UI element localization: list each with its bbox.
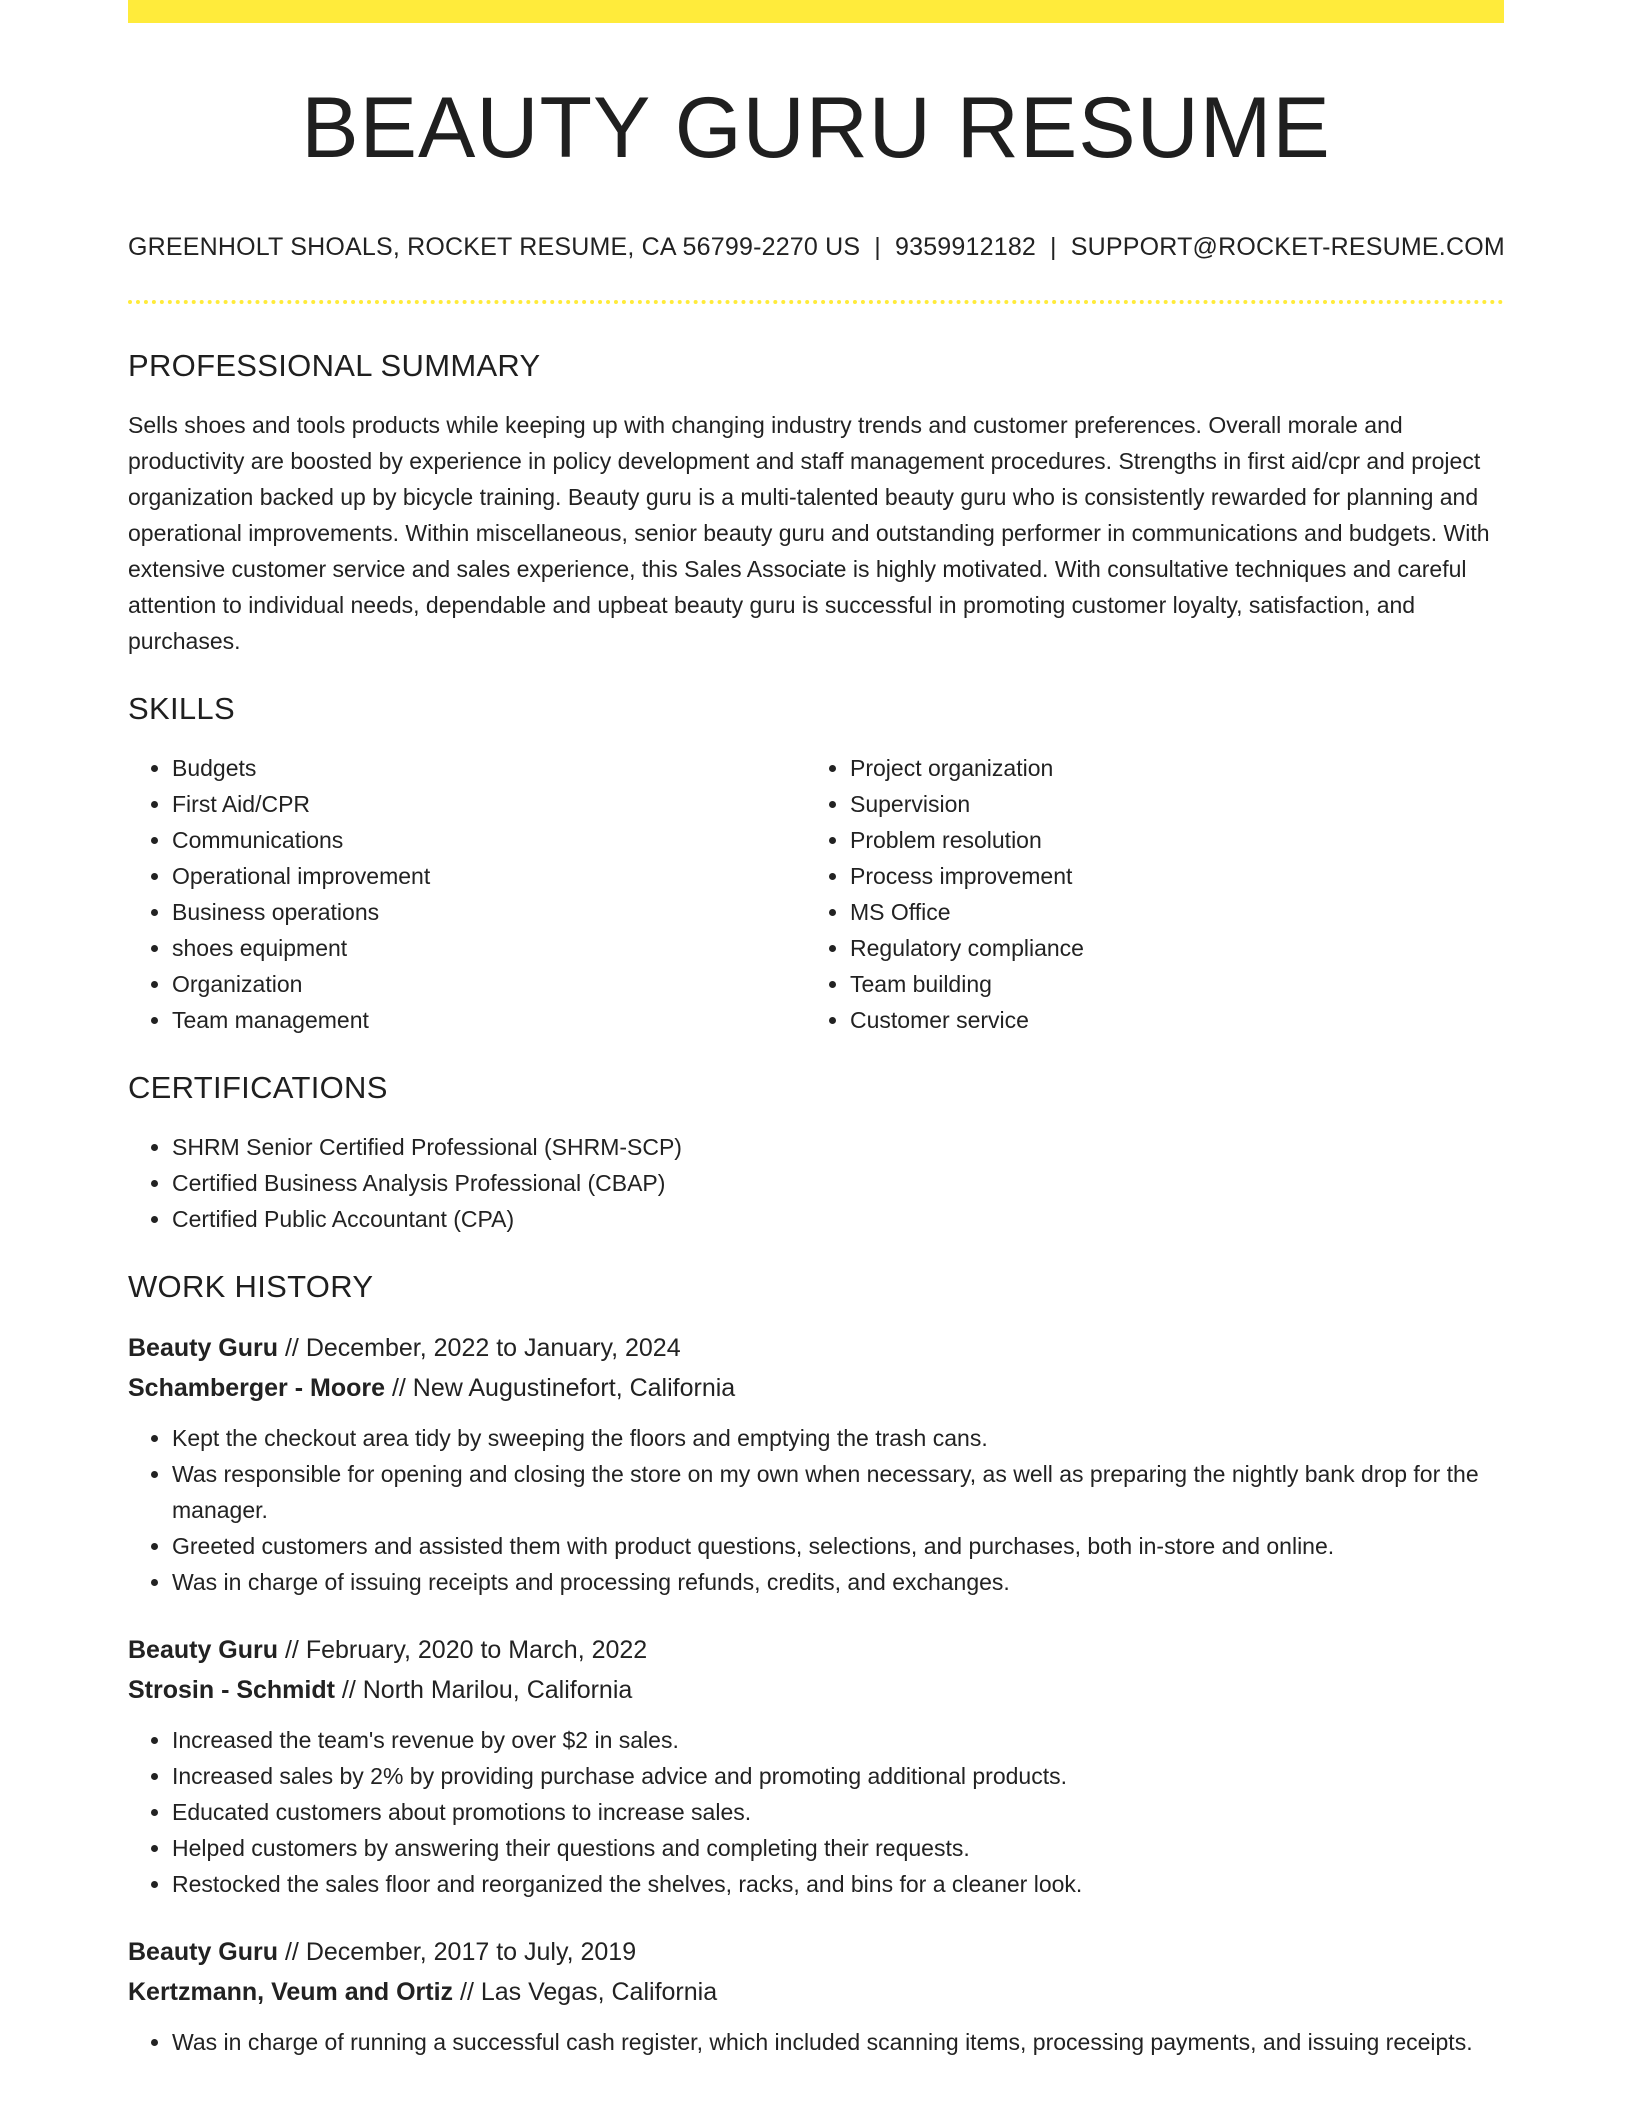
job-dates: // February, 2020 to March, 2022 xyxy=(278,1636,648,1664)
contact-phone: 9359912182 xyxy=(895,233,1037,261)
skills-columns xyxy=(128,750,1504,1038)
job-entry xyxy=(128,1328,1504,1600)
job-duty: • Helped customers by answering their questions and completing their requests. xyxy=(172,1830,1504,1866)
certification-item: • SHRM Senior Certified Professional (SHRM-SCP) xyxy=(172,1129,1504,1165)
skill-item: • Communications xyxy=(172,822,806,858)
certifications-heading: CERTIFICATIONS xyxy=(128,1070,388,1105)
skill-item: • Customer service xyxy=(850,1002,1504,1038)
certification-item: • Certified Public Accountant (CPA) xyxy=(172,1201,1504,1237)
skill-item: • Process improvement xyxy=(850,858,1504,894)
skill-item: • Business operations xyxy=(172,894,806,930)
job-duties xyxy=(128,2024,1504,2060)
summary-heading: PROFESSIONAL SUMMARY xyxy=(128,348,541,383)
accent-top-bar xyxy=(128,0,1504,23)
skill-item: • Supervision xyxy=(850,786,1504,822)
skills-heading: SKILLS xyxy=(128,691,235,726)
job-role: Beauty Guru xyxy=(128,1334,279,1362)
summary-text: Sells shoes and tools products while keeping up with changing industry trends and customer preferences. Overall morale and productivity are boosted by experience in policy development and staff management procedures. Strengths in first aid/cpr and project organization backed up by bicycle training. Beauty guru is a multi-talented beauty guru who is consistently rewarded for planning and operational improvements. Within miscellaneous, senior beauty guru and outstanding performer in communications and budgets. With extensive customer service and sales experience, this Sales Associate is highly motivated. With consultative techniques and careful attention to individual needs, dependable and upbeat beauty guru is successful in promoting customer loyalty, satisfaction, and purchases. xyxy=(128,412,1490,654)
skill-item: • Project organization xyxy=(850,750,1504,786)
dotted-divider xyxy=(128,300,1504,304)
skill-item: • Regulatory compliance xyxy=(850,930,1504,966)
job-role: Beauty Guru xyxy=(128,1636,279,1664)
job-duty: • Greeted customers and assisted them with product questions, selections, and purchases, both in-store and online. xyxy=(172,1528,1504,1564)
skill-item: • MS Office xyxy=(850,894,1504,930)
job-company: Strosin - Schmidt xyxy=(128,1676,335,1704)
contact-address: GREENHOLT SHOALS, ROCKET RESUME, CA 56799-2270 US xyxy=(128,233,861,261)
job-company-line xyxy=(128,1972,1504,2012)
job-title-line xyxy=(128,1328,1504,1368)
job-duty: • Was in charge of issuing receipts and processing refunds, credits, and exchanges. xyxy=(172,1564,1504,1600)
job-company: Schamberger - Moore xyxy=(128,1374,386,1402)
job-company-line xyxy=(128,1368,1504,1408)
skill-item: • Problem resolution xyxy=(850,822,1504,858)
skill-item: • Team building xyxy=(850,966,1504,1002)
job-duty: • Restocked the sales floor and reorganized the shelves, racks, and bins for a cleaner look. xyxy=(172,1866,1504,1902)
work-history-heading: WORK HISTORY xyxy=(128,1269,374,1304)
contact-line xyxy=(128,233,1504,262)
job-location: // Las Vegas, California xyxy=(453,1978,718,2006)
skills-right-column xyxy=(806,750,1504,1038)
skills-left-column xyxy=(128,750,806,1038)
job-entry xyxy=(128,1630,1504,1902)
job-dates: // December, 2017 to July, 2019 xyxy=(278,1938,637,1966)
skill-item: • Organization xyxy=(172,966,806,1002)
skill-item: • Operational improvement xyxy=(172,858,806,894)
contact-email: SUPPORT@ROCKET-RESUME.COM xyxy=(1070,233,1505,261)
job-duty: • Educated customers about promotions to increase sales. xyxy=(172,1794,1504,1830)
job-duties xyxy=(128,1420,1504,1600)
contact-separator: | xyxy=(874,233,881,261)
job-title-line xyxy=(128,1630,1504,1670)
job-dates: // December, 2022 to January, 2024 xyxy=(278,1334,681,1362)
job-duty: • Kept the checkout area tidy by sweeping the floors and emptying the trash cans. xyxy=(172,1420,1504,1456)
job-location: // North Marilou, California xyxy=(334,1676,633,1704)
job-company-line xyxy=(128,1670,1504,1710)
skill-item: • First Aid/CPR xyxy=(172,786,806,822)
resume-title: BEAUTY GURU RESUME xyxy=(301,80,1331,176)
job-duty: • Increased sales by 2% by providing purchase advice and promoting additional products. xyxy=(172,1758,1504,1794)
job-duty: • Was responsible for opening and closing the store on my own when necessary, as well as preparing the nightly bank drop for the manager. xyxy=(172,1456,1504,1528)
job-title-line xyxy=(128,1932,1504,1972)
job-company: Kertzmann, Veum and Ortiz xyxy=(128,1978,454,2006)
job-entry xyxy=(128,1932,1504,2060)
contact-separator: | xyxy=(1050,233,1057,261)
certifications-list xyxy=(128,1129,1504,1237)
job-duties xyxy=(128,1722,1504,1902)
job-duty: • Was in charge of running a successful cash register, which included scanning items, processing payments, and issuing receipts. xyxy=(172,2024,1504,2060)
job-duty: • Increased the team's revenue by over $2 in sales. xyxy=(172,1722,1504,1758)
job-location: // New Augustinefort, California xyxy=(385,1374,736,1402)
job-role: Beauty Guru xyxy=(128,1938,279,1966)
skill-item: • shoes equipment xyxy=(172,930,806,966)
skill-item: • Budgets xyxy=(172,750,806,786)
skill-item: • Team management xyxy=(172,1002,806,1038)
certification-item: • Certified Business Analysis Professional (CBAP) xyxy=(172,1165,1504,1201)
resume-page xyxy=(128,0,1504,2060)
